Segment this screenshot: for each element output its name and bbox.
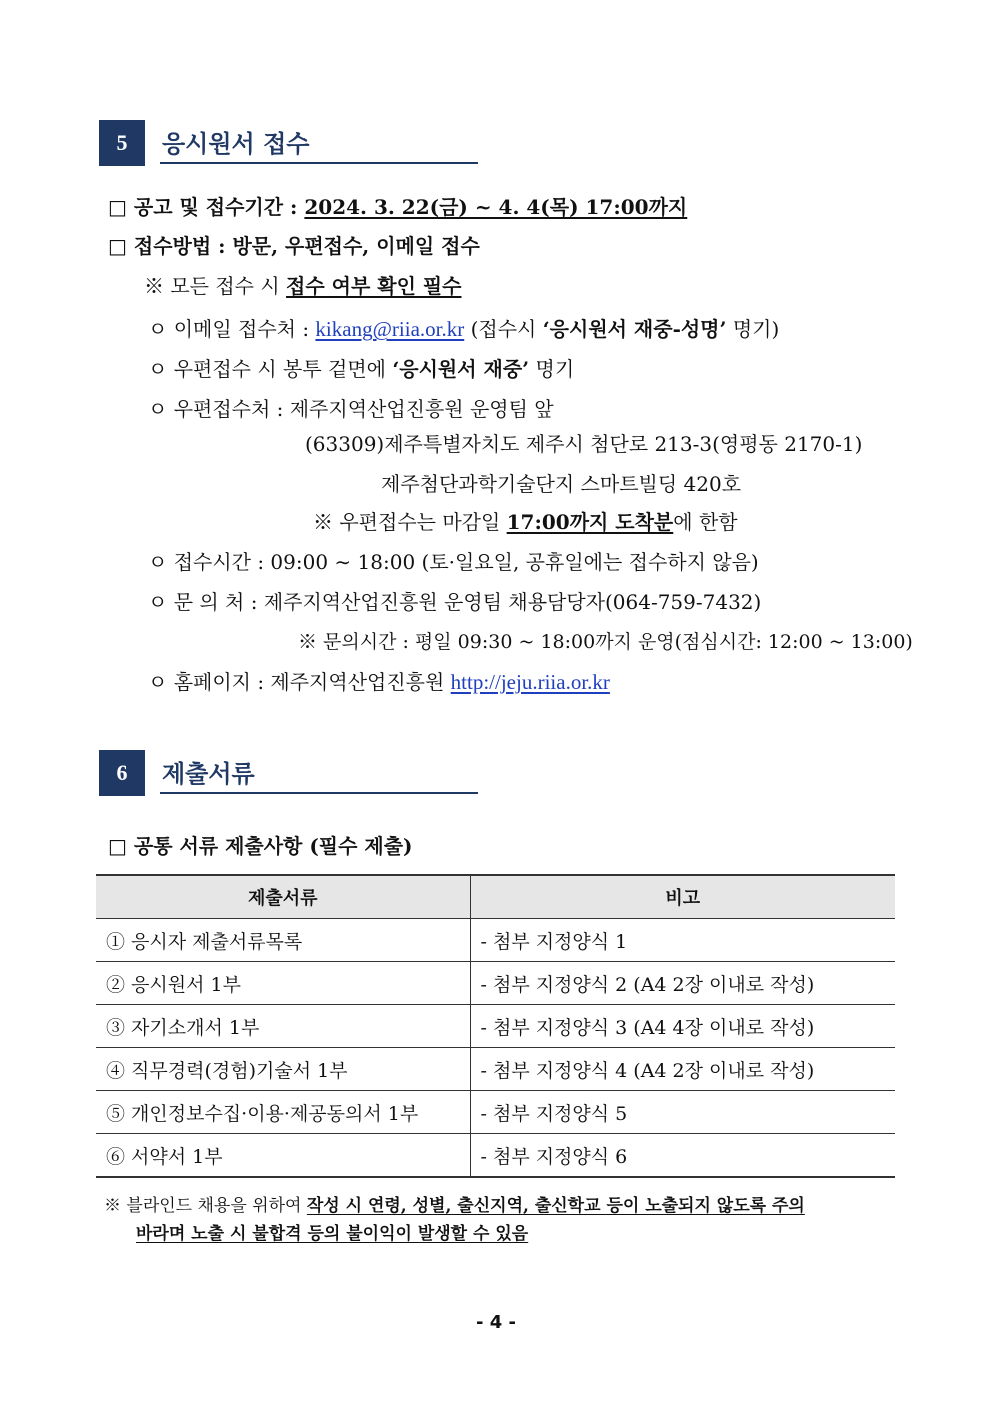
page-number: - 4 - bbox=[476, 1312, 516, 1333]
mail-address-label: 우편접수처 : 제주지역산업진흥원 운영팀 앞 bbox=[173, 397, 554, 421]
contact-hours-note: ※ 문의시간 : 평일 09:30 ~ 18:00까지 운영(점심시간: 12:00 ~ 13:00) bbox=[298, 631, 913, 653]
section-6-number: 6 bbox=[99, 750, 145, 796]
deadline-text: 우편접수는 마감일 bbox=[339, 510, 501, 534]
doc-remark: - 첨부 지정양식 5 bbox=[470, 1091, 895, 1134]
mail-deadline bbox=[313, 507, 738, 537]
period-value: 2024. 3. 22(금) ~ 4. 4(목) 17:00까지 bbox=[304, 195, 688, 219]
email-suffix-pre: (접수시 bbox=[470, 317, 537, 341]
mail-address-line2: (63309)제주특별자치도 제주시 첨단로 213-3(영평동 2170-1) bbox=[305, 432, 863, 456]
mail-note-post: 명기 bbox=[535, 357, 575, 381]
doc-name: ④ 직무경력(경험)기술서 1부 bbox=[96, 1048, 470, 1091]
mail-note-emph: ‘응시원서 재중’ bbox=[392, 357, 530, 381]
mail-envelope-line bbox=[148, 354, 574, 384]
mail-address-line bbox=[148, 394, 554, 424]
circle-bullet: ㅇ bbox=[148, 590, 168, 614]
table-row bbox=[96, 919, 895, 962]
deadline-post: 에 한함 bbox=[673, 510, 738, 534]
blind-hiring-footnote bbox=[104, 1192, 898, 1248]
doc-remark: - 첨부 지정양식 6 bbox=[470, 1134, 895, 1178]
table-row bbox=[96, 1048, 895, 1091]
note-confirm bbox=[144, 271, 462, 301]
footnote-emph-1: 작성 시 연령, 성별, 출신지역, 출신학교 등이 노출되지 않도록 주의 bbox=[306, 1196, 805, 1216]
footnote-mark: ※ bbox=[104, 1196, 121, 1216]
method-label: 접수방법 : 방문, 우편접수, 이메일 접수 bbox=[133, 234, 480, 258]
header-remarks: 비고 bbox=[470, 875, 895, 919]
section-5-title: 응시원서 접수 bbox=[162, 130, 310, 158]
circle-bullet: ㅇ bbox=[148, 550, 168, 574]
email-suffix-emph: ‘응시원서 재중-성명’ bbox=[542, 317, 727, 341]
section-6-underline bbox=[160, 792, 478, 794]
mail-note-text: 우편접수 시 봉투 겉면에 bbox=[173, 357, 386, 381]
doc-name: ⑤ 개인정보수집·이용·제공동의서 1부 bbox=[96, 1091, 470, 1134]
table-row bbox=[96, 1091, 895, 1134]
deadline-emph: 17:00까지 도착분 bbox=[506, 510, 674, 534]
email-suffix-post: 명기) bbox=[732, 317, 780, 341]
period-line bbox=[108, 192, 687, 222]
header-documents: 제출서류 bbox=[96, 875, 470, 919]
contact-line bbox=[148, 587, 761, 617]
circle-bullet: ㅇ bbox=[148, 357, 168, 381]
circle-bullet: ㅇ bbox=[148, 317, 168, 341]
note-mark: ※ bbox=[313, 510, 333, 534]
email-line bbox=[148, 314, 779, 344]
table-header-row bbox=[96, 875, 895, 919]
doc-remark: - 첨부 지정양식 4 (A4 2장 이내로 작성) bbox=[470, 1048, 895, 1091]
checkbox-bullet: □ bbox=[108, 834, 127, 858]
homepage-link[interactable]: http://jeju.riia.or.kr bbox=[450, 670, 610, 694]
doc-name: ③ 자기소개서 1부 bbox=[96, 1005, 470, 1048]
footnote-emph-2: 바라며 노출 시 불합격 등의 불이익이 발생할 수 있음 bbox=[136, 1224, 529, 1244]
doc-remark: - 첨부 지정양식 2 (A4 2장 이내로 작성) bbox=[470, 962, 895, 1005]
doc-name: ① 응시자 제출서류목록 bbox=[96, 919, 470, 962]
doc-name: ⑥ 서약서 1부 bbox=[96, 1134, 470, 1178]
mail-address-line3: 제주첨단과학기술단지 스마트빌딩 420호 bbox=[381, 472, 742, 496]
section-5-number: 5 bbox=[99, 120, 145, 166]
doc-remark: - 첨부 지정양식 1 bbox=[470, 919, 895, 962]
hours-line bbox=[148, 547, 759, 577]
section-5-underline bbox=[160, 162, 478, 164]
documents-table bbox=[96, 874, 895, 1178]
note-emph: 접수 여부 확인 필수 bbox=[286, 274, 462, 298]
checkbox-bullet: □ bbox=[108, 195, 127, 219]
homepage-label: 홈페이지 : 제주지역산업진흥원 bbox=[173, 670, 445, 694]
table-row bbox=[96, 962, 895, 1005]
circle-bullet: ㅇ bbox=[148, 670, 168, 694]
contact-text: 문 의 처 : 제주지역산업진흥원 운영팀 채용담당자(064-759-7432) bbox=[173, 590, 762, 614]
circle-bullet: ㅇ bbox=[148, 397, 168, 421]
doc-name: ② 응시원서 1부 bbox=[96, 962, 470, 1005]
method-line bbox=[108, 231, 480, 261]
docs-subhead bbox=[108, 831, 413, 861]
docs-subhead-text: 공통 서류 제출사항 (필수 제출) bbox=[133, 834, 413, 858]
homepage-line bbox=[148, 667, 610, 697]
table-row bbox=[96, 1134, 895, 1178]
checkbox-bullet: □ bbox=[108, 234, 127, 258]
footnote-pre: 블라인드 채용을 위하여 bbox=[126, 1196, 302, 1216]
note-mark: ※ bbox=[144, 274, 164, 298]
section-6-title: 제출서류 bbox=[162, 760, 255, 788]
note-text: 모든 접수 시 bbox=[170, 274, 280, 298]
email-link[interactable]: kikang@riia.or.kr bbox=[315, 317, 465, 341]
doc-remark: - 첨부 지정양식 3 (A4 4장 이내로 작성) bbox=[470, 1005, 895, 1048]
period-label: 공고 및 접수기간 : bbox=[133, 195, 298, 219]
hours-text: 접수시간 : 09:00 ∼ 18:00 (토·일요일, 공휴일에는 접수하지 않음) bbox=[173, 550, 759, 574]
table-row bbox=[96, 1005, 895, 1048]
email-label: 이메일 접수처 : bbox=[173, 317, 310, 341]
